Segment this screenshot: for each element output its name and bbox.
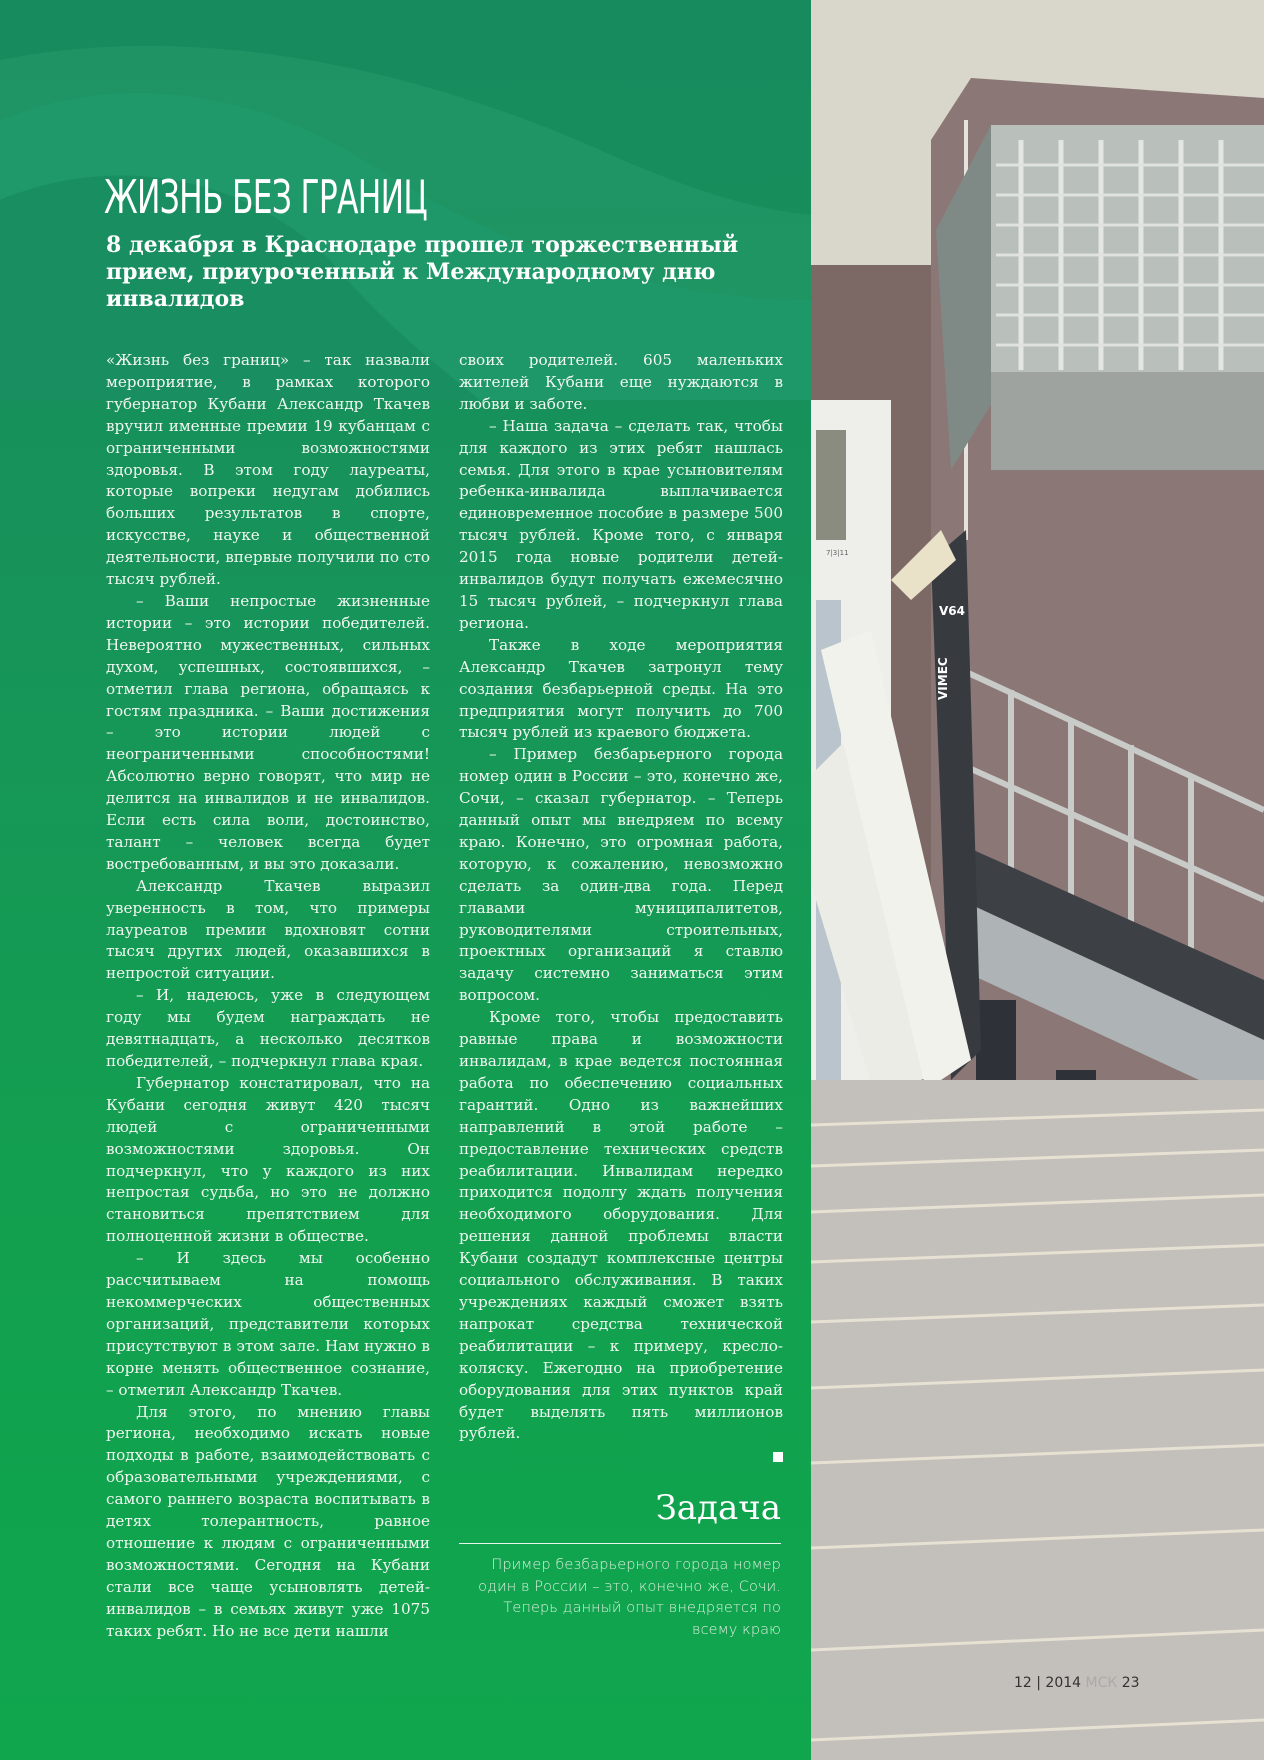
stairs [811,1080,1264,1760]
door-number: 7|3|11 [826,549,849,557]
square-icon [773,1452,783,1462]
paragraph: «Жизнь без границ» – так назвали мероприятие, в рамках которого губернатор Кубани Александр Ткачев вручил именные премии 19 кубанцам с ограниченными возможностями здоровья. В этом году лауреаты, которые вопреки недугам добились больших результатов в спорте, искусстве, науке и общественной деятельности, впервые получили по сто тысяч рублей. [106,351,430,589]
article-column-1 [106,350,430,1642]
page-number: 23 [1121,1675,1140,1691]
article-column-2 [459,350,783,1462]
lift-brand-label: VIMEC [936,657,950,700]
paragraph: своих родителей. 605 маленьких жителей Кубани еще нуждаются в любви и заботе. [459,351,783,413]
lift-model-label: V64 [939,604,965,618]
paragraph: – И, надеюсь, уже в следующем году мы будем награждать не девятнадцать, а несколько десятков победителей, – подчеркнул глава края. [106,986,430,1070]
article-subtitle: 8 декабря в Краснодаре прошел торжественный прием, приуроченный к Международному дню инвалидов [106,232,739,312]
page-footer [1014,1675,1140,1691]
paragraph: Александр Ткачев выразил уверенность в том, что примеры лауреатов премии вдохновят сотни тысяч других людей, оказавшихся в непростой ситуации. [106,876,430,983]
issue-date: 12 | 2014 [1014,1675,1082,1691]
paragraph: Губернатор констатировал, что на Кубани сегодня живут 420 тысяч людей с ограниченными возможностями здоровья. Он подчеркнул, что у каждого из них непростая судьба, но это не должно становиться препятствием для полноценной жизни в обществе. [106,1073,430,1246]
sidebar-title: Задача [655,1488,781,1528]
paragraph: Кроме того, чтобы предоставить равные права и возможности инвалидам, в крае ведется постоянная работа по обеспечению социальных гарантий. Одно из важнейших направлений в этой работе – предоставление технических средств реабилитации. Инвалидам нередко приходится подолгу ждать получения необходимого оборудования. Для решения данной проблемы власти Кубани создадут комплексные центры социального обслуживания. В таких учреждениях каждый сможет взять напрокат средства технической реабилитации – к примеру, кресло-коляску. Ежегодно на приобретение оборудования для этих пунктов край будет выделять пять миллионов рублей. [459,1008,783,1443]
article-title: ЖИЗНЬ БЕЗ ГРАНИЦ [104,170,427,224]
sidebar-divider [459,1543,781,1544]
paragraph: – И здесь мы особенно рассчитываем на помощь некоммерческих общественных организаций, представители которых присутствуют в этом зале. Нам нужно в корне менять общественное сознание, – отметил Александр Ткачев. [106,1249,430,1399]
paragraph: – Ваши непростые жизненные истории – это истории победителей. Невероятно мужественных, сильных духом, успешных, состоявшихся, – отметил глава региона, обращаясь к гостям праздника. – Ваши достижения – это истории людей с неограниченными способностями! Абсолютно верно говорят, что мир не делится на инвалидов и не инвалидов. Если есть сила воли, достоинство, талант – человек всегда будет востребованным, и вы это доказали. [106,591,430,873]
paragraph: Для этого, по мнению главы региона, необходимо искать новые подходы в работе, взаимодействовать с образовательными учреждениями, с самого раннего возраста воспитывать в детях толерантность, равное отношение к людям с ограниченными возможностями. Сегодня на Кубани стали все чаще усыновлять детей-инвалидов – в семьях живут уже 1075 таких ребят. Но не все дети нашли [106,1402,430,1640]
paragraph: – Пример безбарьерного города номер один в России – это, конечно же, Сочи, – сказал губернатор. – Теперь данный опыт мы внедряем по всему краю. Конечно, это огромная работа, которую, к сожалению, невозможно сделать за один-два года. Перед главами муниципалитетов, руководителями строительных, проектных организаций я ставлю задачу системно заниматься этим вопросом. [459,745,783,1005]
sidebar-quote: Пример безбарьерного города номер один в России – это, конечно же, Сочи. Теперь данный опыт внедряется по всему краю [478,1557,781,1638]
paragraph: – Наша задача – сделать так, чтобы для каждого из этих ребят нашлась семья. Для этого в крае усыновителям ребенка-инвалида выплачивается единовременное пособие в размере 500 тысяч рублей. Кроме того, с января 2015 года новые родители детей-инвалидов будут получать ежемесячно 15 тысяч рублей, – подчеркнул глава региона. [459,416,783,632]
end-of-article-mark [459,1445,783,1459]
magazine-name: МСК [1085,1675,1118,1691]
stair-lift-photo [811,0,1264,1760]
paragraph: Также в ходе мероприятия Александр Ткачев затронул тему создания безбарьерной среды. На это предприятия могут получить до 700 тысяч рублей из краевого бюджета. [459,635,783,742]
